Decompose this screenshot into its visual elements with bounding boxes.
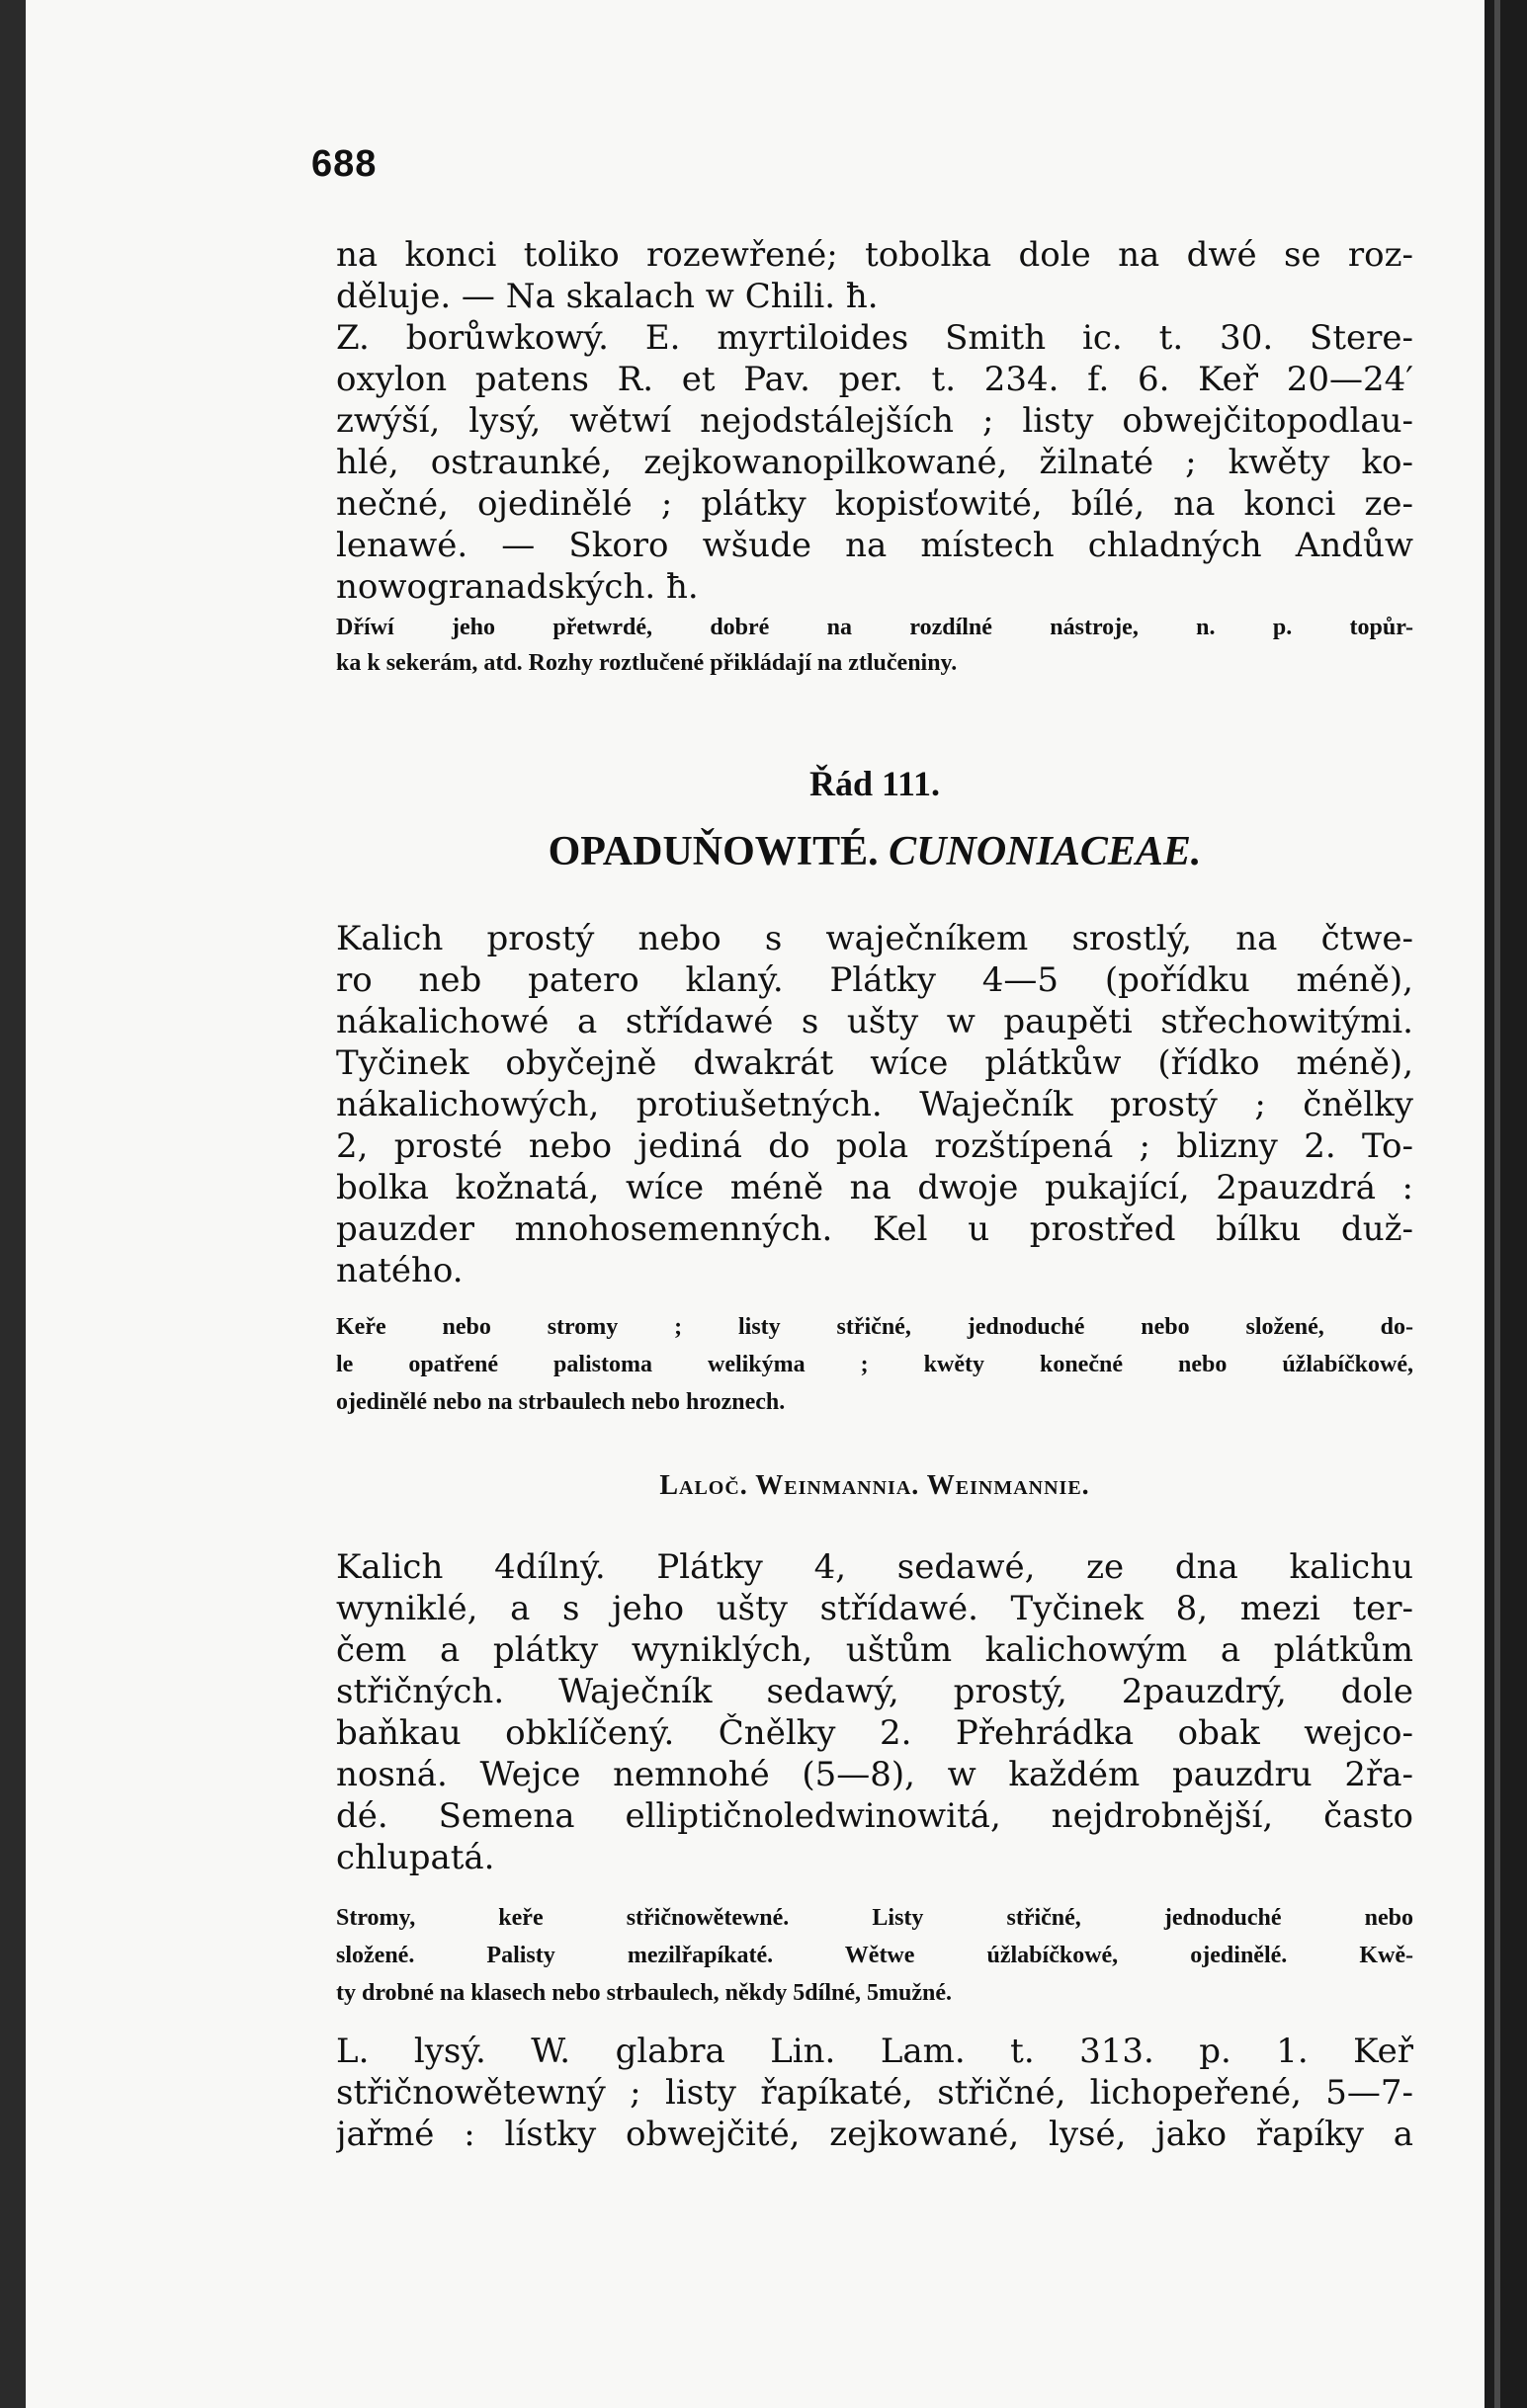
text-line: Kalich prostý nebo s waječníkem srostlý, na čtwe- — [336, 919, 1413, 958]
family-heading-czech: OPADUŇOWITÉ. — [548, 829, 879, 874]
note-line: ojedinělé nebo na strbaulech nebo hroznech. — [336, 1389, 786, 1415]
text-line: natého. — [336, 1251, 464, 1290]
text-line: 2, prosté nebo jediná do pola rozštípená ; blizny 2. To- — [336, 1126, 1413, 1166]
text-line: wyniklé, a s jeho ušty střídawé. Tyčinek 8, mezi ter- — [336, 1589, 1413, 1628]
scan-left-edge — [0, 0, 26, 2408]
text-line: bolka kožnatá, wíce méně na dwoje pukající, 2pauzdrá : — [336, 1168, 1413, 1207]
text-line: Tyčinek obyčejně dwakrát wíce plátkůw (řídko méně), — [336, 1043, 1413, 1083]
text-line: nákalichowé a střídawé s ušty w paupěti střechowitými. — [336, 1002, 1413, 1041]
note-line: le opatřené palistoma welikýma ; kwěty konečné nebo úžlabíčkowé, — [336, 1352, 1413, 1377]
text-line: nosná. Wejce nemnohé (5—8), w každém pauzdru 2řa- — [336, 1755, 1413, 1794]
text-line: oxylon patens R. et Pav. per. t. 234. f. 6. Keř 20—24′ — [336, 360, 1413, 399]
note-line: ka k sekerám, atd. Rozhy roztlučené přikládají na ztlučeniny. — [336, 650, 958, 676]
note-line: ty drobné na klasech nebo strbaulech, někdy 5dílné, 5mužné. — [336, 1980, 952, 2006]
text-line: Z. borůwkowý. E. myrtiloides Smith ic. t. 30. Stere- — [336, 318, 1413, 358]
text-line: střičných. Waječník sedawý, prostý, 2pauzdrý, dole — [336, 1672, 1413, 1711]
text-line: nowogranadských. ħ. — [336, 567, 699, 607]
text-line: ro neb patero klaný. Plátky 4—5 (pořídku méně), — [336, 960, 1413, 1000]
text-line: lenawé. — Skoro wšude na místech chladných Andůw — [336, 526, 1413, 565]
text-line: nečné, ojedinělé ; plátky kopisťowité, bílé, na konci ze- — [336, 484, 1413, 524]
text-line: L. lysý. W. glabra Lin. Lam. t. 313. p. 1. Keř — [336, 2032, 1413, 2071]
note-line: Stromy, keře střičnowětewné. Listy střičné, jednoduché nebo — [336, 1905, 1413, 1931]
text-column — [336, 0, 1413, 2408]
note-line: složené. Palisty mezilřapíkaté. Wětwe úžlabíčkowé, ojedinělé. Kwě- — [336, 1943, 1413, 1968]
note-line: Dříwí jeho přetwrdé, dobré na rozdílné nástroje, n. p. topůr- — [336, 615, 1413, 640]
text-line: pauzder mnohosemenných. Kel u prostřed bílku duž- — [336, 1209, 1413, 1249]
text-line: dé. Semena elliptičnoledwinowitá, nejdrobnější, často — [336, 1796, 1413, 1836]
text-line: děluje. — Na skalach w Chili. ħ. — [336, 277, 879, 316]
scan-right-edge — [1485, 0, 1527, 2408]
text-line: nákalichowých, protiušetných. Waječník prostý ; čnělky — [336, 1085, 1413, 1124]
text-line: zwýší, lysý, wětwí nejodstálejších ; listy obwejčitopodlau- — [336, 401, 1413, 441]
genus-heading: Laloč. Weinmannia. Weinmannie. — [659, 1470, 1090, 1501]
text-line: čem a plátky wyniklých, uštům kalichowým a plátkům — [336, 1630, 1413, 1670]
text-line: na konci toliko rozewřené; tobolka dole na dwé se roz- — [336, 235, 1413, 275]
text-line: hlé, ostraunké, zejkowanopilkowané, žilnaté ; kwěty ko- — [336, 443, 1413, 482]
text-line: Kalich 4dílný. Plátky 4, sedawé, ze dna kalichu — [336, 1547, 1413, 1587]
text-line: chlupatá. — [336, 1838, 495, 1877]
text-line: střičnowětewný ; listy řapíkaté, střičné, lichopeřené, 5—7- — [336, 2073, 1413, 2113]
family-heading — [336, 828, 1413, 875]
scan-right-edge-highlight — [1494, 0, 1500, 2408]
text-line: jařmé : lístky obwejčité, zejkowané, lysé, jako řapíky a — [336, 2115, 1413, 2154]
family-heading-latin: CUNONIACEAE. — [889, 829, 1202, 874]
note-line: Keře nebo stromy ; listy střičné, jednoduché nebo složené, do- — [336, 1314, 1413, 1340]
page-number: 688 — [311, 143, 378, 185]
text-line: baňkau obklíčený. Čnělky 2. Přehrádka obak wejco- — [336, 1713, 1413, 1753]
order-heading: Řád 111. — [808, 764, 941, 803]
